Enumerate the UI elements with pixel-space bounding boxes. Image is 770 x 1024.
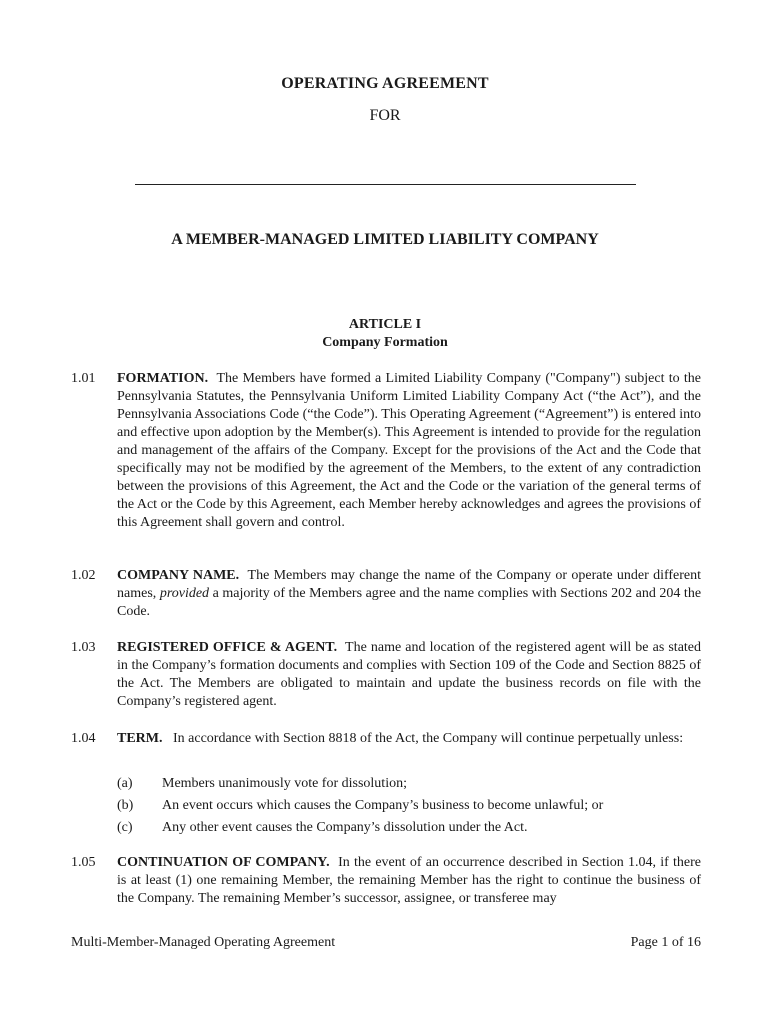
article-name: Company Formation: [322, 335, 448, 350]
section-1-04: [71, 730, 701, 748]
section-body: [117, 370, 701, 532]
list-item-label: (a): [117, 776, 133, 791]
article-heading: [0, 316, 770, 352]
section-1-05: [71, 854, 701, 908]
section-1-02: [71, 567, 701, 621]
document-for-label: FOR: [369, 107, 401, 124]
section-1-03: [71, 639, 701, 711]
section-heading: REGISTERED OFFICE & AGENT.: [117, 640, 338, 655]
list-item: [117, 819, 657, 841]
section-body: [117, 854, 701, 908]
section-number: 1.04: [71, 731, 96, 746]
section-body: [117, 730, 701, 748]
section-text: The Members have formed a Limited Liability Company ("Company") subject to the Pennsylvania Statutes, the Pennsylvania Uniform Limited Liability Company Act (“the Act”), and the Pennsylvania Associations Code (“the Code”). This Operating Agreement (“Agreement”) is entered into and effective upon adoption by the Member(s). This Agreement is intended to provide for the regulation and management of the affairs of the Company. Except for the provisions of the Act and the Code that specifically may not be modified by the agreement of the Members, to the extent of any contradiction between the provisions of this Agreement, the Act and the Code or the variation of the general terms of the Act or the Code by this Agreement, each Member hereby acknowledges and agrees the provisions of this Agreement shall govern and control.: [117, 371, 701, 530]
section-heading: TERM.: [117, 731, 163, 746]
section-heading: FORMATION.: [117, 371, 209, 386]
section-heading: COMPANY NAME.: [117, 568, 240, 583]
section-1-01: [71, 370, 701, 532]
section-body: [117, 567, 701, 621]
section-text: In accordance with Section 8818 of the Act, the Company will continue perpetually unless:: [173, 731, 684, 746]
list-item-text: Any other event causes the Company’s dissolution under the Act.: [162, 820, 528, 835]
document-title: OPERATING AGREEMENT: [281, 75, 489, 92]
article-number: ARTICLE I: [348, 317, 422, 332]
section-text-continued: a majority of the Members agree and the name complies with Sections 202 and 204 the Code.: [117, 586, 702, 619]
list-item-text: Members unanimously vote for dissolution;: [162, 776, 407, 791]
section-number: 1.01: [71, 371, 96, 386]
section-number: 1.03: [71, 640, 96, 655]
footer-page-number: Page 1 of 16: [630, 935, 701, 950]
section-number: 1.05: [71, 855, 96, 870]
document-subtitle: A MEMBER-MANAGED LIMITED LIABILITY COMPANY: [171, 231, 599, 248]
list-item: [117, 797, 657, 819]
list-item-text: An event occurs which causes the Company’s business to become unlawful; or: [162, 798, 604, 813]
section-text: In the event of an occurrence described in Section 1.04, if there is at least (1) one remaining Member, the remaining Member has the right to continue the business of the Company. The remaining Member’s successor, assignee, or transferee may: [117, 855, 701, 906]
section-text: The name and location of the registered agent will be as stated in the Company’s formation documents and complies with Section 109 of the Code and Section 8825 of the Act. The Members are obligated to maintain and update the business records on file with the Company’s registered agent.: [117, 640, 702, 709]
section-text: The Members may change the name of the Company or operate under different names,: [117, 568, 702, 601]
section-text-italic: provided: [159, 586, 210, 601]
list-item: [117, 775, 657, 797]
footer-document-name: Multi-Member-Managed Operating Agreement: [71, 935, 336, 950]
section-body: [117, 639, 701, 711]
company-name-blank-line: [135, 184, 636, 185]
list-item-label: (b): [117, 798, 134, 813]
list-item-label: (c): [117, 820, 133, 835]
term-conditions-list: [117, 775, 657, 841]
section-heading: CONTINUATION OF COMPANY.: [117, 855, 330, 870]
section-number: 1.02: [71, 568, 96, 583]
